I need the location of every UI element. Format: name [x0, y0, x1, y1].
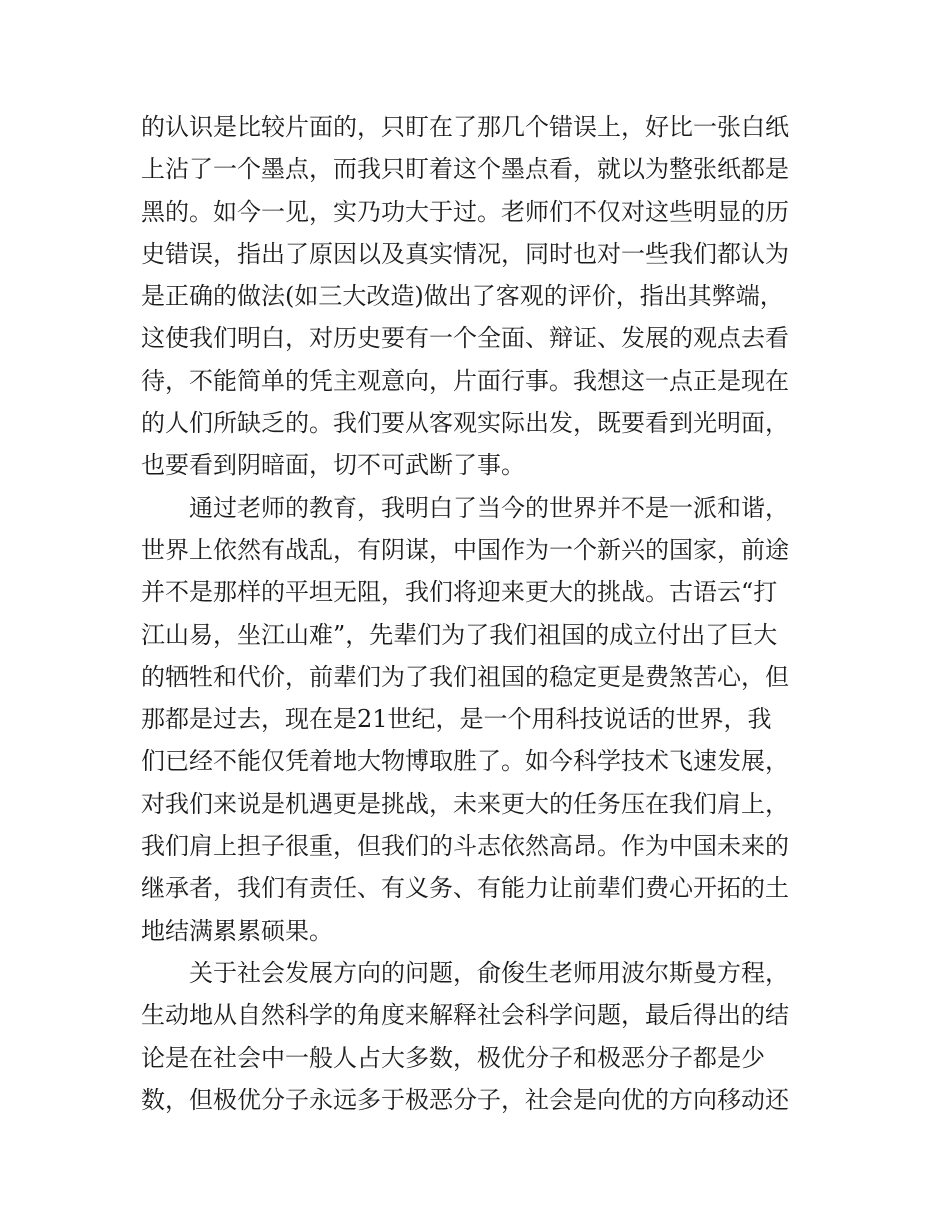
text-line: 数，但极优分子永远多于极恶分子，社会是向优的方向移动还 [141, 1085, 789, 1114]
text-line: 这使我们明白，对历史要有一个全面、辩证、发展的观点去看 [141, 324, 789, 353]
text-line: 生动地从自然科学的角度来解释社会科学问题，最后得出的结 [141, 1001, 789, 1030]
text-line: 并不是那样的平坦无阻，我们将迎来更大的挑战。古语云“打 [141, 578, 778, 607]
text-line: 那都是过去，现在是21世纪，是一个用科技说话的世界，我 [141, 705, 772, 734]
text-line: 的认识是比较片面的，只盯在了那几个错误上，好比一张白纸 [141, 113, 789, 141]
text-line: 黑的。如今一见，实乃功大于过。老师们不仅对这些明显的历 [141, 197, 789, 226]
text-line: 论是在社会中一般人占大多数，极优分子和极恶分子都是少 [141, 1043, 765, 1072]
text-line: 上沾了一个墨点，而我只盯着这个墨点看，就以为整张纸都是 [141, 155, 789, 184]
paragraph-start-line: 通过老师的教育，我明白了当今的世界并不是一派和谐， [189, 493, 789, 522]
text-line: 待，不能简单的凭主观意向，片面行事。我想这一点正是现在 [141, 366, 789, 395]
text-line: 们已经不能仅凭着地大物博取胜了。如今科学技术飞速发展， [141, 747, 789, 776]
text-line: 史错误，指出了原因以及真实情况，同时也对一些我们都认为 [141, 239, 789, 268]
text-line: 我们肩上担子很重，但我们的斗志依然高昂。作为中国未来的 [141, 832, 789, 861]
text-line: 对我们来说是机遇更是挑战，未来更大的任务压在我们肩上， [141, 789, 789, 818]
paragraph-start-line: 关于社会发展方向的问题，俞俊生老师用波尔斯曼方程， [189, 958, 789, 987]
text-line: 世界上依然有战乱，有阴谋，中国作为一个新兴的国家，前途 [141, 535, 789, 564]
text-line: 的牺牲和代价，前辈们为了我们祖国的稳定更是费煞苦心，但 [141, 662, 789, 691]
document-body [141, 106, 813, 1121]
text-line: 的人们所缺乏的。我们要从客观实际出发，既要看到光明面， [141, 409, 789, 438]
text-line: 是正确的做法(如三大改造)做出了客观的评价，指出其弊端， [141, 282, 784, 311]
text-line: 继承者，我们有责任、有义务、有能力让前辈们费心开拓的土 [141, 874, 789, 903]
text-line: 江山易，坐江山难”，先辈们为了我们祖国的成立付出了巨大 [141, 620, 778, 649]
text-line: 地结满累累硕果。 [141, 916, 333, 945]
text-line: 也要看到阴暗面，切不可武断了事。 [141, 451, 525, 480]
